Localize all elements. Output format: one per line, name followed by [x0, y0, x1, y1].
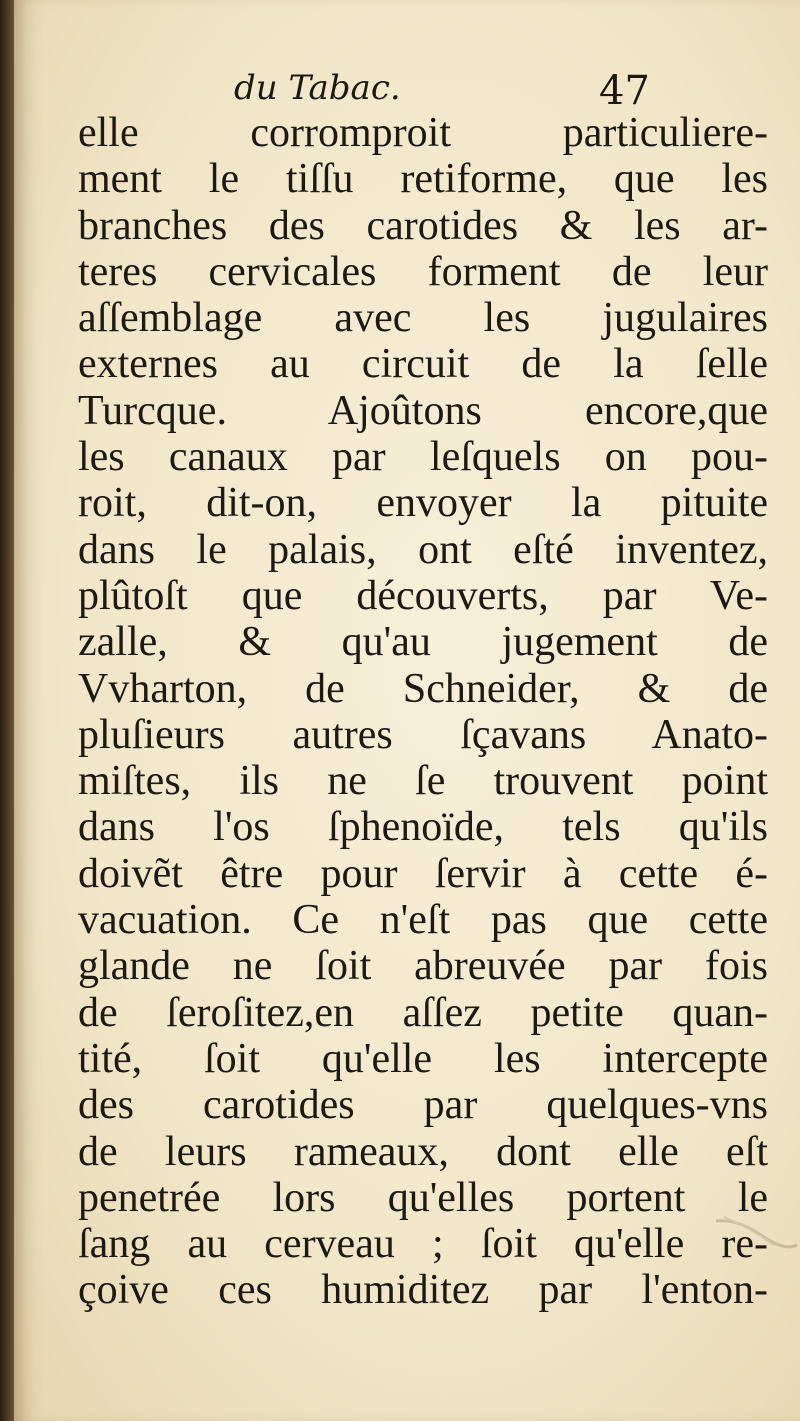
text-line: pluſieurs autres ſçavans Anato- [78, 711, 768, 758]
text-line: vacuation. Ce n'eſt pas que cette [78, 897, 768, 944]
text-line: ſang au cerveau ; ſoit qu'elle re- [78, 1221, 768, 1268]
text-line: tité, ſoit qu'elle les intercepte [78, 1035, 768, 1082]
running-head: du Tabac. [234, 68, 401, 108]
text-line: plûtoſt que découverts, par Ve- [78, 572, 768, 619]
text-line: Vvharton, de Schneider, & de [78, 665, 768, 712]
text-line: miſtes, ils ne ſe trouvent point [78, 758, 768, 805]
body-text [78, 110, 768, 1314]
text-line: Turcque. Ajoûtons encore,que [78, 387, 768, 434]
text-line: de leurs rameaux, dont elle eſt [78, 1128, 768, 1175]
text-line: çoive ces humiditez par l'enton- [78, 1267, 768, 1314]
text-line: dans le palais, ont eſté inventez, [78, 526, 768, 573]
book-gutter [0, 0, 14, 1421]
page-number: 47 [599, 68, 650, 114]
text-line: dans l'os ſphenoïde, tels qu'ils [78, 804, 768, 851]
text-line: aſſemblage avec les jugulaires [78, 295, 768, 342]
text-line: zalle, & qu'au jugement de [78, 619, 768, 666]
text-line: ment le tiſſu retiforme, que les [78, 156, 768, 203]
text-line: externes au circuit de la ſelle [78, 341, 768, 388]
book-page [14, 0, 800, 1421]
text-line: des carotides par quelques-vns [78, 1082, 768, 1129]
text-line: doivẽt être pour ſervir à cette é- [78, 850, 768, 897]
text-line: de ſeroſitez,en aſſez petite quan- [78, 989, 768, 1036]
text-line: teres cervicales forment de leur [78, 248, 768, 295]
paper-smudge-mark [714, 1215, 799, 1255]
text-line: glande ne ſoit abreuvée par fois [78, 943, 768, 990]
text-line: elle corromproit particuliere- [78, 110, 768, 156]
text-line: penetrée lors qu'elles portent le [78, 1174, 768, 1221]
text-line: roit, dit-on, envoyer la pituite [78, 480, 768, 527]
text-line: branches des carotides & les ar- [78, 202, 768, 249]
text-line: les canaux par leſquels on pou- [78, 434, 768, 481]
